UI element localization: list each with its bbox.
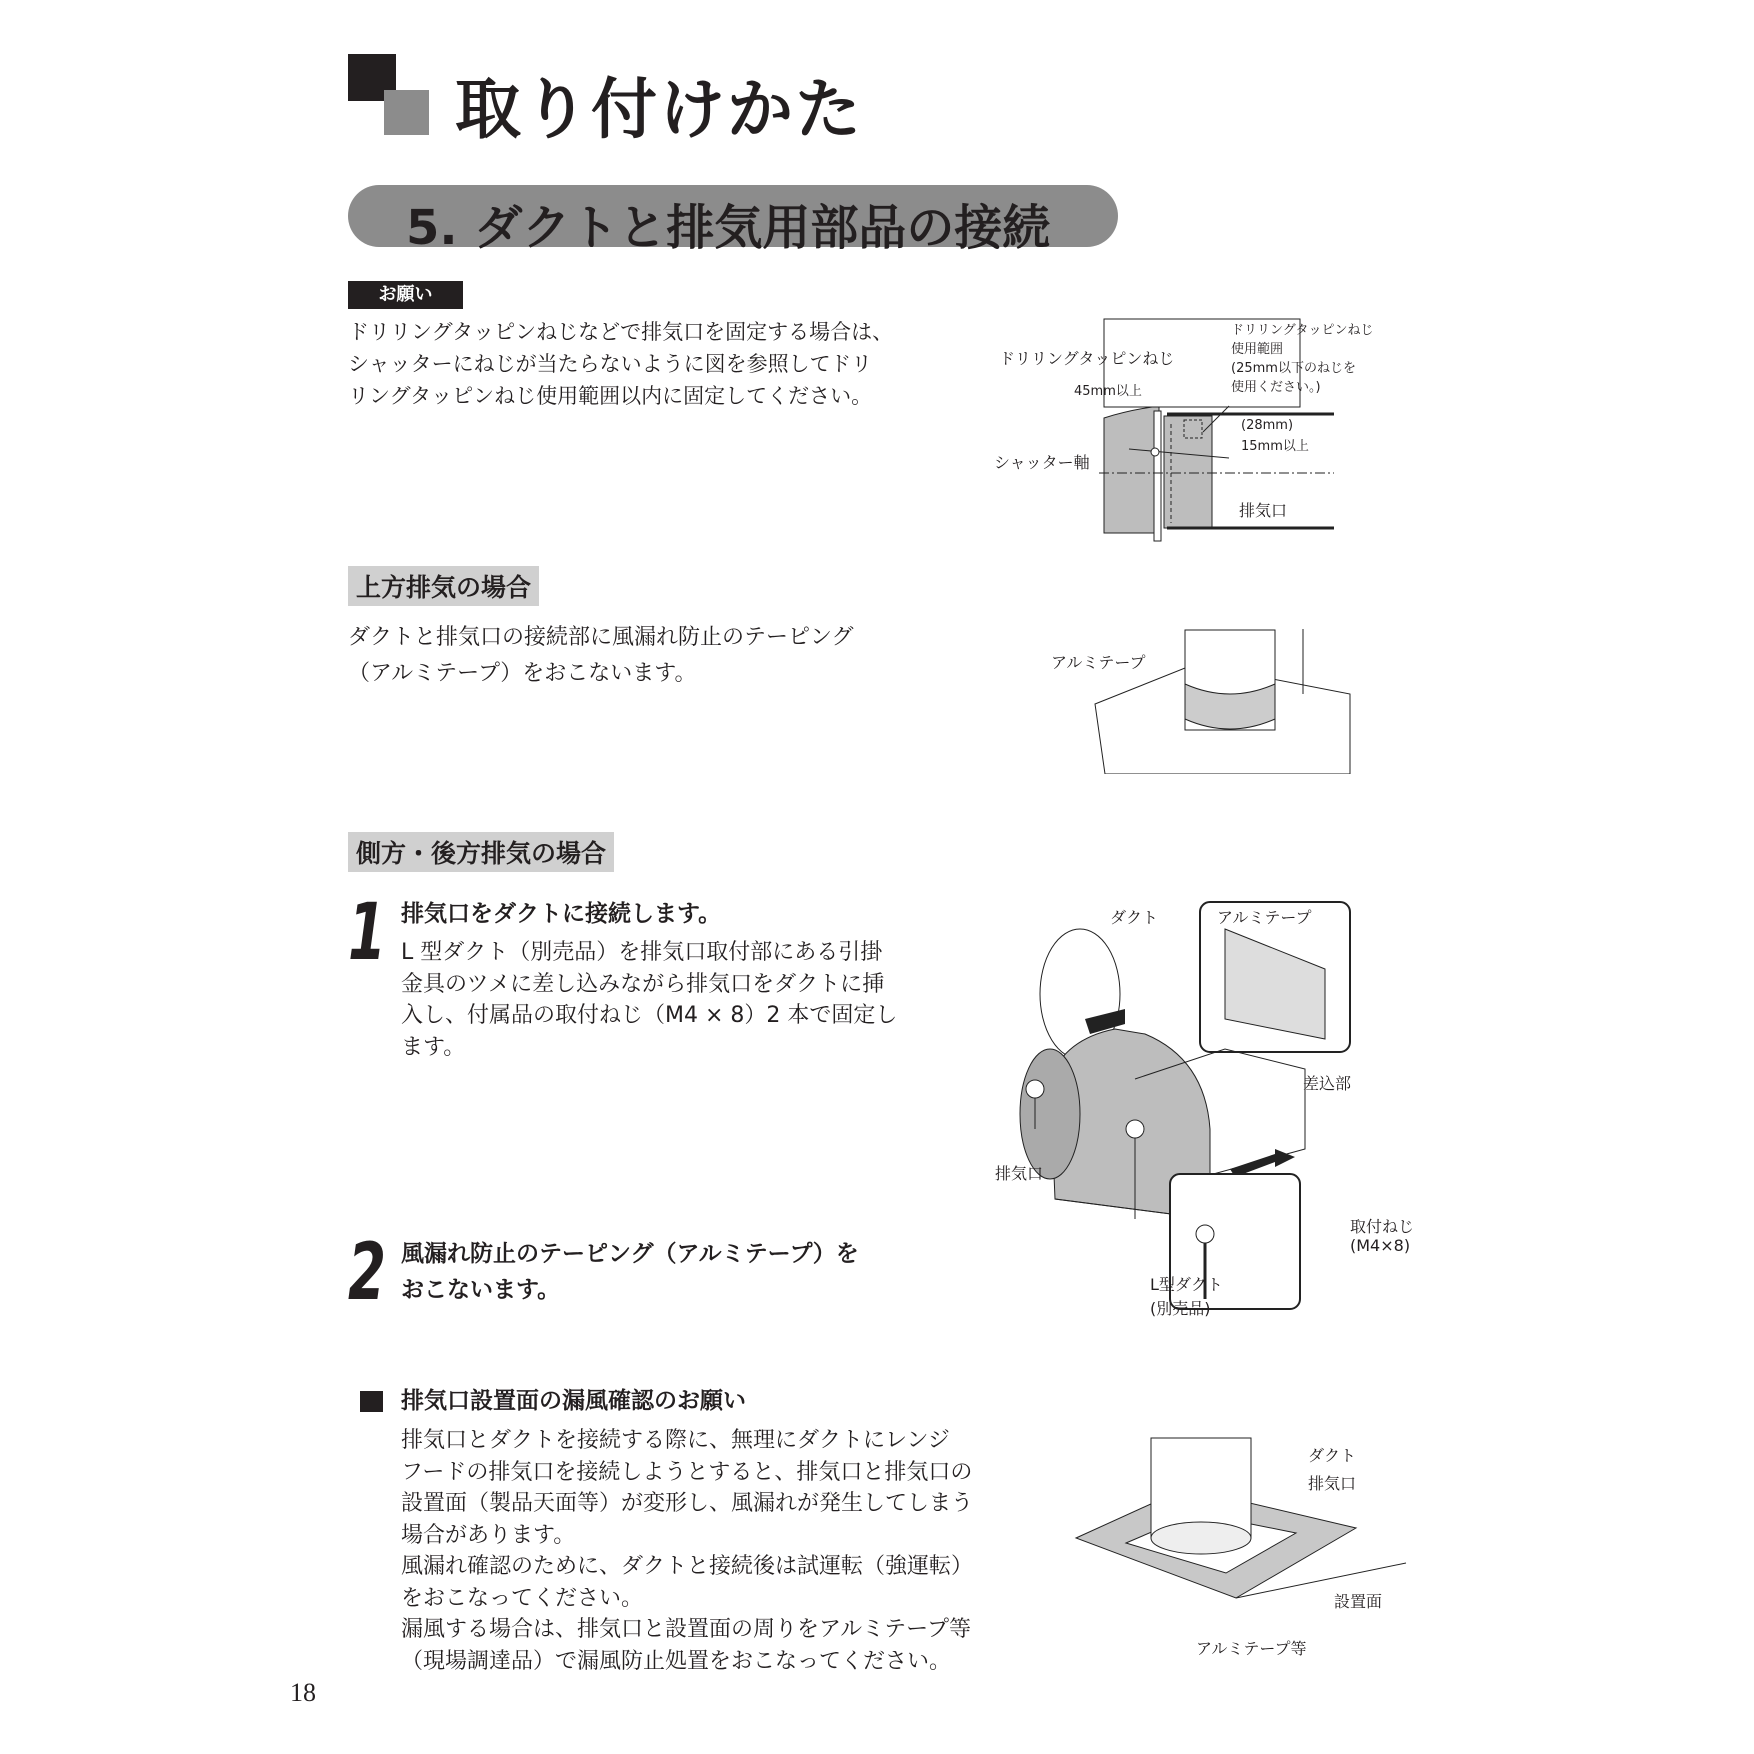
tape-label: アルミテープ: [1217, 908, 1312, 927]
screw-size-label: (M4×8): [1350, 1236, 1411, 1255]
screw-label: ドリリングタッピンねじ: [999, 349, 1175, 368]
screw-label: 取付ねじ: [1350, 1217, 1415, 1236]
tape-label: アルミテープ等: [1196, 1639, 1307, 1658]
notice-text: [348, 316, 893, 412]
l-duct-diagram: [995, 899, 1445, 1319]
range-box: [1231, 321, 1373, 397]
text-line: 漏風する場合は、排気口と設置面の周りをアルミテープ等: [401, 1617, 972, 1642]
text-line: ダクトと排気口の接続部に風漏れ防止のテーピング: [348, 625, 854, 650]
page-title: 取り付けかた: [455, 71, 863, 148]
exhaust-label: 排気口: [1239, 501, 1288, 520]
surface-label: 設置面: [1334, 1592, 1383, 1611]
side-duct-figure: [995, 899, 1445, 1319]
step-2-title: [401, 1236, 859, 1308]
text-line: 排気口とダクトを接続する際に、無理にダクトにレンジ: [401, 1428, 950, 1453]
dim-28-label: (28mm): [1241, 418, 1294, 433]
text-line: ドリリングタッピンねじなどで排気口を固定する場合は、: [348, 320, 894, 344]
text-line: をおこなってください。: [401, 1585, 644, 1611]
screw-range-figure: [989, 318, 1419, 548]
shutter-axis-label: シャッター軸: [994, 453, 1090, 472]
upward-duct-diagram: [1045, 624, 1355, 774]
text-line: （アルミテープ）をおこないます。: [348, 661, 697, 686]
section-banner: [348, 185, 1118, 256]
leak-body: [401, 1425, 973, 1677]
text-line: おこないます。: [401, 1277, 561, 1303]
text-line: 金具のツメに差し込みながら排気口をダクトに挿: [401, 971, 885, 997]
upward-heading: 上方排気の場合: [348, 566, 539, 606]
bullet-square-icon: [360, 1391, 383, 1412]
step-1-number: 1: [348, 888, 386, 978]
section-title: 5. ダクトと排気用部品の接続: [406, 200, 1051, 256]
text-line: リングタッピンねじ使用範囲以内に固定してください。: [348, 384, 873, 408]
text-line: 風漏れ確認のために、ダクトと接続後は試運転（強運転）: [401, 1554, 974, 1579]
text-line: 風漏れ防止のテーピング（アルミテープ）を: [401, 1241, 859, 1267]
text-line: シャッターにねじが当たらないように図を参照してドリ: [348, 352, 873, 376]
upward-text: [348, 620, 854, 692]
step-1-body: [401, 937, 897, 1063]
upward-tape-figure: [1045, 624, 1355, 774]
text-line: ます。: [401, 1034, 466, 1060]
sold-separately-label: (別売品): [1150, 1299, 1211, 1318]
dim-15-label: 15mm以上: [1241, 439, 1309, 454]
range-line: 使用範囲: [1231, 342, 1284, 357]
text-line: 入し、付属品の取付ねじ（M4 × 8）2 本で固定し: [401, 1003, 898, 1028]
exhaust-label: 排気口: [1308, 1474, 1357, 1493]
insert-label: 差込部: [1303, 1074, 1352, 1093]
side-heading: 側方・後方排気の場合: [348, 832, 614, 872]
duct-label: ダクト: [1308, 1446, 1357, 1465]
title-mark-gray: [384, 90, 429, 135]
l-duct-label: L型ダクト: [1150, 1275, 1223, 1294]
range-line: (25mm以下のねじを: [1231, 361, 1356, 376]
tape-label: アルミテープ: [1051, 653, 1146, 672]
range-line: 使用ください。): [1231, 380, 1321, 395]
leak-heading: 排気口設置面の漏風確認のお願い: [401, 1388, 746, 1414]
text-line: フードの排気口を接続しようとすると、排気口と排気口の: [401, 1459, 973, 1485]
surface-tape-diagram: [1056, 1433, 1416, 1668]
exhaust-label: 排気口: [995, 1164, 1044, 1183]
range-line: ドリリングタッピンねじ: [1231, 323, 1374, 338]
text-line: 設置面（製品天面等）が変形し、風漏れが発生してしまう: [401, 1491, 974, 1516]
dim-45-label: 45mm以上: [1074, 384, 1142, 399]
text-line: 場合があります。: [401, 1522, 576, 1548]
leak-tape-figure: [1056, 1433, 1416, 1668]
duct-label: ダクト: [1110, 908, 1159, 927]
page-number: 18: [290, 1678, 316, 1707]
notice-badge: お願い: [348, 281, 463, 309]
text-line: （現場調達品）で漏風防止処置をおこなってください。: [401, 1648, 952, 1674]
step-1-title: 排気口をダクトに接続します。: [401, 901, 722, 927]
step-2-number: 2: [348, 1228, 386, 1318]
text-line: L 型ダクト（別売品）を排気口取付部にある引掛: [401, 940, 883, 965]
